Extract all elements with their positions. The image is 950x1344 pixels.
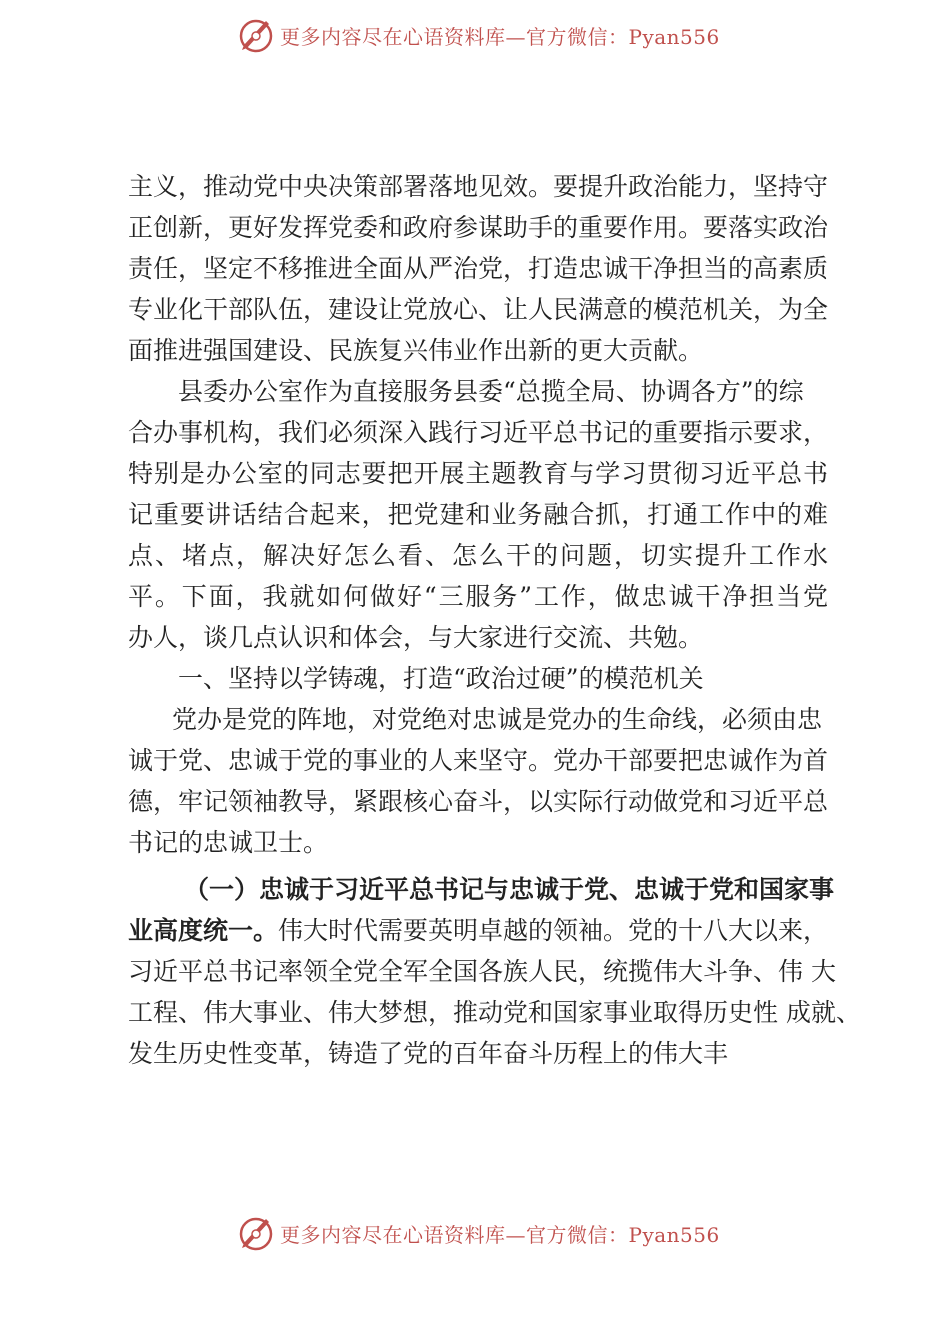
subsection-heading: （一）忠诚于习近平总书记与忠诚于党、忠诚于党和国家事 xyxy=(184,875,835,904)
paragraph-3 xyxy=(128,699,828,863)
text-line: 主义，推动党中央决策部署落地见效。要提升政治能力，坚持守 xyxy=(128,172,829,201)
subsection-1 xyxy=(128,869,861,1074)
text-line: 面推进强国建设、民族复兴伟业作出新的更大贡献。 xyxy=(128,336,704,365)
text-line: 记重要讲话结合起来，把党建和业务融合抓，打通工作中的难 xyxy=(128,500,828,529)
text-line: 诚于党、忠诚于党的事业的人来坚守。党办干部要把忠诚作为首 xyxy=(128,746,829,775)
banner-text: 更多内容尽在心语资料库—官方微信：Pyan556 xyxy=(280,1222,720,1247)
text-line: 特别是办公室的同志要把开展主题教育与学习贯彻习近平总书 xyxy=(128,459,828,488)
text-line: 工程、伟大事业、伟大梦想，推动党和国家事业取得历史性 成就、 xyxy=(128,998,861,1027)
text-line: 发生历史性变革，铸造了党的百年奋斗历程上的伟大丰 xyxy=(128,1039,729,1068)
text-line: 合办事机构，我们必须深入践行习近平总书记的重要指示要求， xyxy=(128,418,829,447)
banner-text: 更多内容尽在心语资料库—官方微信：Pyan556 xyxy=(280,24,720,49)
subsection-heading-end: 业高度统一。 xyxy=(128,916,279,945)
text-line: 办人，谈几点认识和体会，与大家进行交流、共勉。 xyxy=(128,623,704,652)
text-line: 正创新，更好发挥党委和政府参谋助手的重要作用。要落实政治 xyxy=(128,213,829,242)
paragraph-2 xyxy=(128,371,828,658)
text-line xyxy=(128,910,828,951)
section-heading-1: 一、坚持以学铸魂，打造“政治过硬”的模范机关 xyxy=(178,664,704,693)
document-body xyxy=(128,166,861,1074)
text-line: 专业化干部队伍，建设让党放心、让人民满意的模范机关，为全 xyxy=(128,295,829,324)
text-line: 县委办公室作为直接服务县委“总揽全局、协调各方”的综 xyxy=(178,377,804,406)
text-line: 习近平总书记率领全党全军全国各族人民，统揽伟大斗争、伟 大 xyxy=(128,957,836,986)
footer-watermark-banner xyxy=(236,1213,726,1253)
text-line: 德，牢记领袖教导，紧跟核心奋斗，以实际行动做党和习近平总 xyxy=(128,787,829,816)
text-line: 责任，坚定不移推进全面从严治党，打造忠诚干净担当的高素质 xyxy=(128,254,829,283)
pen-circle-logo-icon xyxy=(236,15,276,55)
text-line: 书记的忠诚卫士。 xyxy=(128,828,329,857)
text-line: 平。下面，我就如何做好“三服务”工作，做忠诚干净担当党 xyxy=(128,582,828,611)
pen-circle-logo-icon xyxy=(236,1213,276,1253)
paragraph-1 xyxy=(128,166,828,371)
text-span: 伟大时代需要英明卓越的领袖。党的十八大以来， xyxy=(278,916,829,945)
text-line: 点、堵点，解决好怎么看、怎么干的问题，切实提升工作水 xyxy=(128,541,828,570)
text-line: 党办是党的阵地，对党绝对忠诚是党办的生命线，必须由忠 xyxy=(172,705,823,734)
header-watermark-banner xyxy=(236,15,726,55)
